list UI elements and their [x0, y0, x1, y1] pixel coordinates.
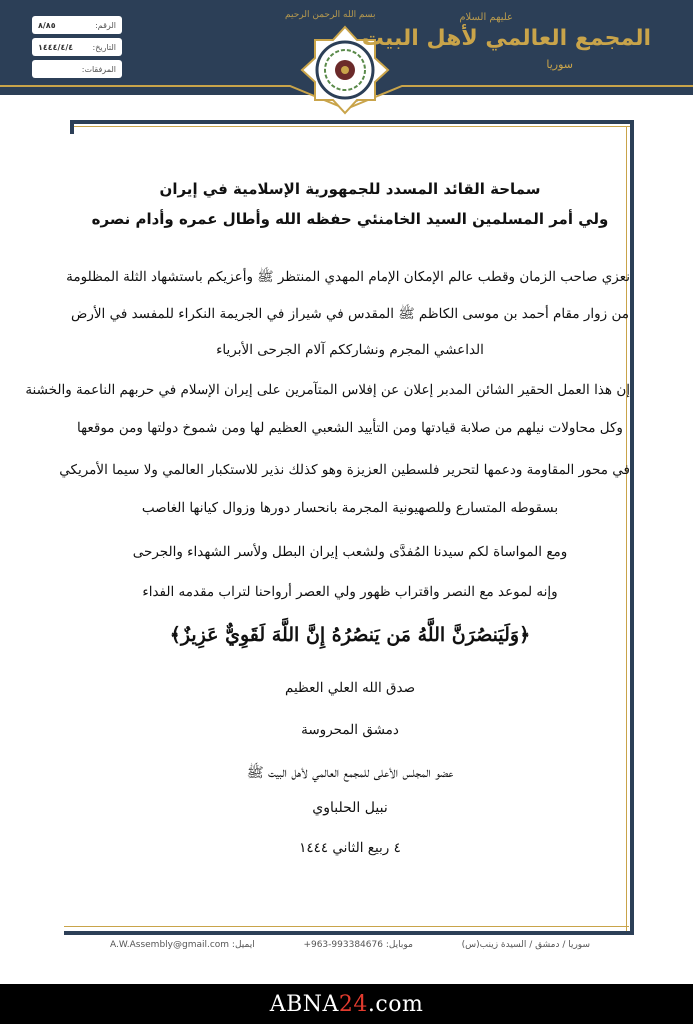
ref-date-value: ١٤٤٤/٤/٤	[38, 42, 74, 52]
basmala: بسم الله الرحمن الرحيم	[285, 10, 376, 20]
address-line-1: سماحة القائد المسدد للجمهورية الإسلامية في إيران	[159, 180, 541, 198]
watermark-prefix: ABNA	[269, 991, 339, 1017]
signer-title: عضو المجلس الأعلى للمجمع العالمي لأهل البيت ﷺ	[246, 765, 454, 781]
ref-attachments-field	[32, 60, 122, 78]
signer-name: نبيل الحلباوي	[312, 800, 388, 816]
footer-mobile: موبايل: 993384676-963+	[303, 940, 413, 950]
watermark-accent: 24	[338, 991, 368, 1017]
frame-right-border	[630, 120, 634, 935]
letterhead-footer	[110, 940, 590, 950]
place-line: دمشق المحروسة	[301, 722, 399, 738]
address-line-2: ولي أمر المسلمين السيد الخامنئي حفظه الله وأطال عمره وأدام نصره	[91, 210, 609, 228]
frame-top-gold-line	[74, 126, 634, 127]
footer-address: سوريا / دمشق / السيدة زينب(س)	[461, 940, 590, 950]
frame-bottom-gold-line	[64, 926, 629, 927]
closing-line: صدق الله العلي العظيم	[284, 680, 416, 696]
ref-date-label: التاريخ:	[92, 42, 116, 52]
footer-email: ايميل: A.W.Assembly@gmail.com	[110, 940, 255, 950]
ref-number-label: الرقم:	[95, 20, 116, 30]
paragraph2-line: وكل محاولات نيلهم من صلابة قيادتها ومن التأييد الشعبي العظيم لها ومن شموخ دولتها ومن موقعها	[77, 420, 623, 436]
letter-date: ٤ ربيع الثاني ١٤٤٤	[299, 840, 401, 856]
paragraph3-line: وإنه لموعد مع النصر واقتراب ظهور ولي العصر أرواحنا لتراب مقدمه الفداء	[142, 584, 558, 600]
paragraph2-line: في محور المقاومة ودعمها لتحرير فلسطين العزيزة وهو كذلك نذير للاستكبار العالمي ولا سيما الأمريكي	[59, 462, 630, 478]
paragraph1-line: الداعشي المجرم ونشارككم آلام الجرحى الأبرياء	[216, 342, 484, 358]
paragraph2-line: إن هذا العمل الحقير الشائن المدبر إعلان عن إفلاس المتآمرين على إيران الإسلام في حربهم الناعمة والخشنة	[25, 382, 630, 398]
paragraph1-line: من زوار مقام أحمد بن موسى الكاظم ﷺ المقدس في شيراز في الجريمة النكراء للمفسد في الأرض	[71, 306, 629, 322]
frame-bottom-border	[64, 931, 634, 935]
ref-number-field	[32, 16, 122, 34]
org-subtitle: عليهم السلام	[459, 12, 513, 23]
frame-corner	[70, 120, 74, 134]
ref-date-field	[32, 38, 122, 56]
ref-attachments-label: المرفقات:	[81, 64, 116, 74]
paragraph3-line: ومع المواساة لكم سيدنا المُفدَّى ولشعب إيران البطل ولأسر الشهداء والجرحى	[132, 544, 568, 560]
org-country: سوريا	[546, 58, 573, 71]
paragraph1-line: نعزي صاحب الزمان وقطب عالم الإمكان الإمام المهدي المنتظر ﷺ وأعزيكم باستشهاد الثلة المظلومة	[66, 269, 630, 285]
quran-verse: ﴿وَلَيَنصُرَنَّ اللَّهُ مَن يَنصُرُهُ إِنَّ اللَّهَ لَقَوِيٌّ عَزِيزٌ﴾	[169, 624, 531, 646]
watermark-suffix: .com	[367, 991, 424, 1017]
org-name: المجمع العالمي لأهل البيت	[361, 26, 651, 51]
paragraph2-line: بسقوطه المتسارع وللصهيونية المجرمة بانحسار دورها وزوال كيانها الغاصب	[141, 500, 559, 516]
ref-number-value: ٨/٨٥	[38, 20, 56, 30]
frame-top-border	[74, 120, 634, 124]
source-watermark-bar	[0, 984, 693, 1024]
